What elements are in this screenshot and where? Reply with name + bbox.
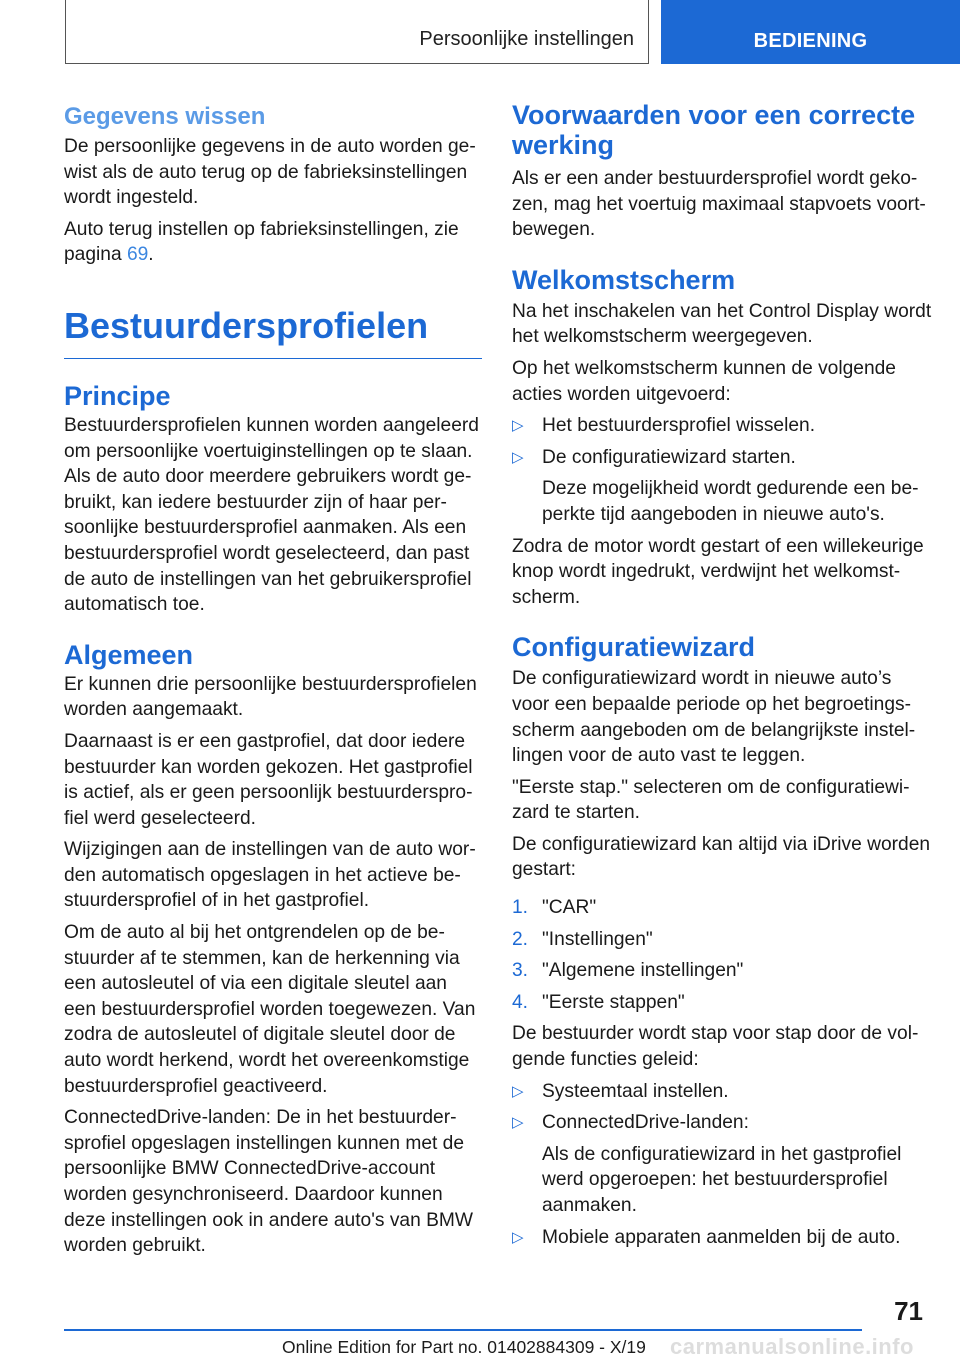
para-algemeen-1: Er kunnen drie persoonlijke bestuurdersprofielen worden aangemaakt. [64,673,477,721]
page-number: 71 [894,1296,923,1326]
header-chapter-title: BEDIENING [753,30,868,52]
list-item: 3. "Algemene instellingen" [512,958,932,984]
para-voorwaarden: Als er een ander bestuurdersprofiel wordt gekozen, mag het voertuig maximaal stapvoets voortbewegen. [512,168,926,241]
config-function-list-end [512,1225,932,1251]
header-section-title: Persoonlijke instellingen [419,28,634,50]
para-principe: Bestuurdersprofielen kunnen worden aangeleerd om persoonlijke voertuiginstellingen op te slaan. Als de auto door meerdere gebruikers wordt gebruikt, kan iedere bestuurder zijn of haar persoonlijke bestuurdersprofiel aanmaken. Als een bestuurdersprofiel wordt geselecteerd, dan past de auto de instellingen van het gebruikersprofiel automatisch toe. [64,414,479,616]
config-steps-list [512,895,932,1015]
triangle-bullet-icon: ▷ [512,448,524,466]
para-wissen-2-text: Auto terug instellen op fabrieksinstellingen, zie pagina [64,218,459,266]
step-number: 2. [512,928,529,950]
step-number: 1. [512,897,529,919]
heading-welkomstscherm: Welkomstscherm [512,264,736,295]
para-config-2: "Eerste stap." selecteren om de configuratiewizard te starten. [512,776,910,824]
list-item: ▷ Mobiele apparaten aanmelden bij de auto. [512,1225,932,1251]
para-config-4: De bestuurder wordt stap voor stap door de volgende functies geleid: [512,1023,919,1071]
config-function-list [512,1079,932,1136]
header-chapter-tab [661,0,960,64]
right-column [512,100,932,1250]
para-algemeen-3: Wijzigingen aan de instellingen van de auto worden automatisch opgeslagen in het actieve bestuurdersprofiel of in het gastprofiel. [64,839,476,912]
list-item: ▷ Het bestuurdersprofiel wisselen. [512,413,932,439]
list-item: 1. "CAR" [512,895,932,921]
triangle-bullet-icon: ▷ [512,1082,524,1100]
heading-algemeen: Algemeen [64,639,194,670]
heading-configuratiewizard: Configuratiewizard [512,632,756,663]
para-func-sub: Als de configuratiewizard in het gastprofiel werd opgeroepen: het bestuurdersprofiel aanmaken. [542,1143,902,1216]
header-section-box [65,0,649,64]
heading-bestuurdersprofielen: Bestuurdersprofielen [64,302,482,359]
heading-principe: Principe [64,380,171,411]
para-algemeen-5: ConnectedDrive-landen: De in het bestuurdersprofiel opgeslagen instellingen kunnen met de persoonlijke BMW ConnectedDrive-account worden gesynchroniseerd. Daardoor kunnen deze instellingen ook in andere auto's van BMW worden gebruikt. [64,1107,473,1257]
footer-divider [64,1329,862,1331]
para-config-3: De configuratiewizard kan altijd via iDrive worden gestart: [512,833,931,881]
page-link-69[interactable]: 69 [126,244,149,266]
list-item: ▷ De configuratiewizard starten. [512,445,932,471]
list-item: 4. "Eerste stappen" [512,990,932,1016]
list-item: 2. "Instellingen" [512,927,932,953]
triangle-bullet-icon: ▷ [512,1114,524,1132]
triangle-bullet-icon: ▷ [512,1228,524,1246]
heading-voorwaarden: Voorwaarden voor een correcte werking [512,100,916,160]
para-welkom-sub: Deze mogelijkheid wordt gedurende een beperkte tijd aangeboden in nieuwe auto's. [542,478,919,525]
para-wissen-1: De persoonlijke gegevens in de auto worden gewist als de auto terug op de fabrieksinstellingen wordt ingesteld. [64,136,476,209]
para-config-1: De configuratiewizard wordt in nieuwe auto’s voor een bepaalde periode op het begroetingsscherm aangeboden om de belangrijkste instellingen voor de auto vast te leggen. [512,668,916,767]
para-welkom-3: Zodra de motor wordt gestart of een willekeurige knop wordt ingedrukt, verdwijnt het welkomstscherm. [512,535,924,608]
list-item: ▷ Systeemtaal instellen. [512,1079,932,1105]
para-wissen-2 [64,217,482,268]
para-wissen-2-end: . [148,244,154,266]
para-welkom-2: Op het welkomstscherm kunnen de volgende acties worden uitgevoerd: [512,357,896,405]
para-algemeen-2: Daarnaast is er een gastprofiel, dat door iedere bestuurder kan worden gekozen. Het gastprofiel is actief, als er geen persoonlijk bestuurdersprofiel werd geselecteerd. [64,730,473,829]
welkom-action-list [512,413,932,470]
left-column [64,100,482,1259]
step-number: 3. [512,960,529,982]
watermark-logo: carmanualsonline.info [670,1334,914,1359]
step-number: 4. [512,991,529,1013]
para-welkom-1: Na het inschakelen van het Control Display wordt het welkomstscherm weergegeven. [512,300,932,348]
footer-edition: Online Edition for Part no. 01402884309 - X/19 [282,1337,646,1357]
para-algemeen-4: Om de auto al bij het ontgrendelen op de bestuurder af te stemmen, kan de herkenning via een autosleutel of via een digitale sleutel aan een bestuurdersprofiel worden toegewezen. Van zodra de autosleutel of digitale sleutel door de auto wordt herkend, wordt het overeenkomstige bestuurdersprofiel geactiveerd. [64,922,476,1097]
list-item: ▷ ConnectedDrive-landen: [512,1110,932,1136]
triangle-bullet-icon: ▷ [512,417,524,435]
heading-gegevens-wissen: Gegevens wissen [64,103,266,130]
